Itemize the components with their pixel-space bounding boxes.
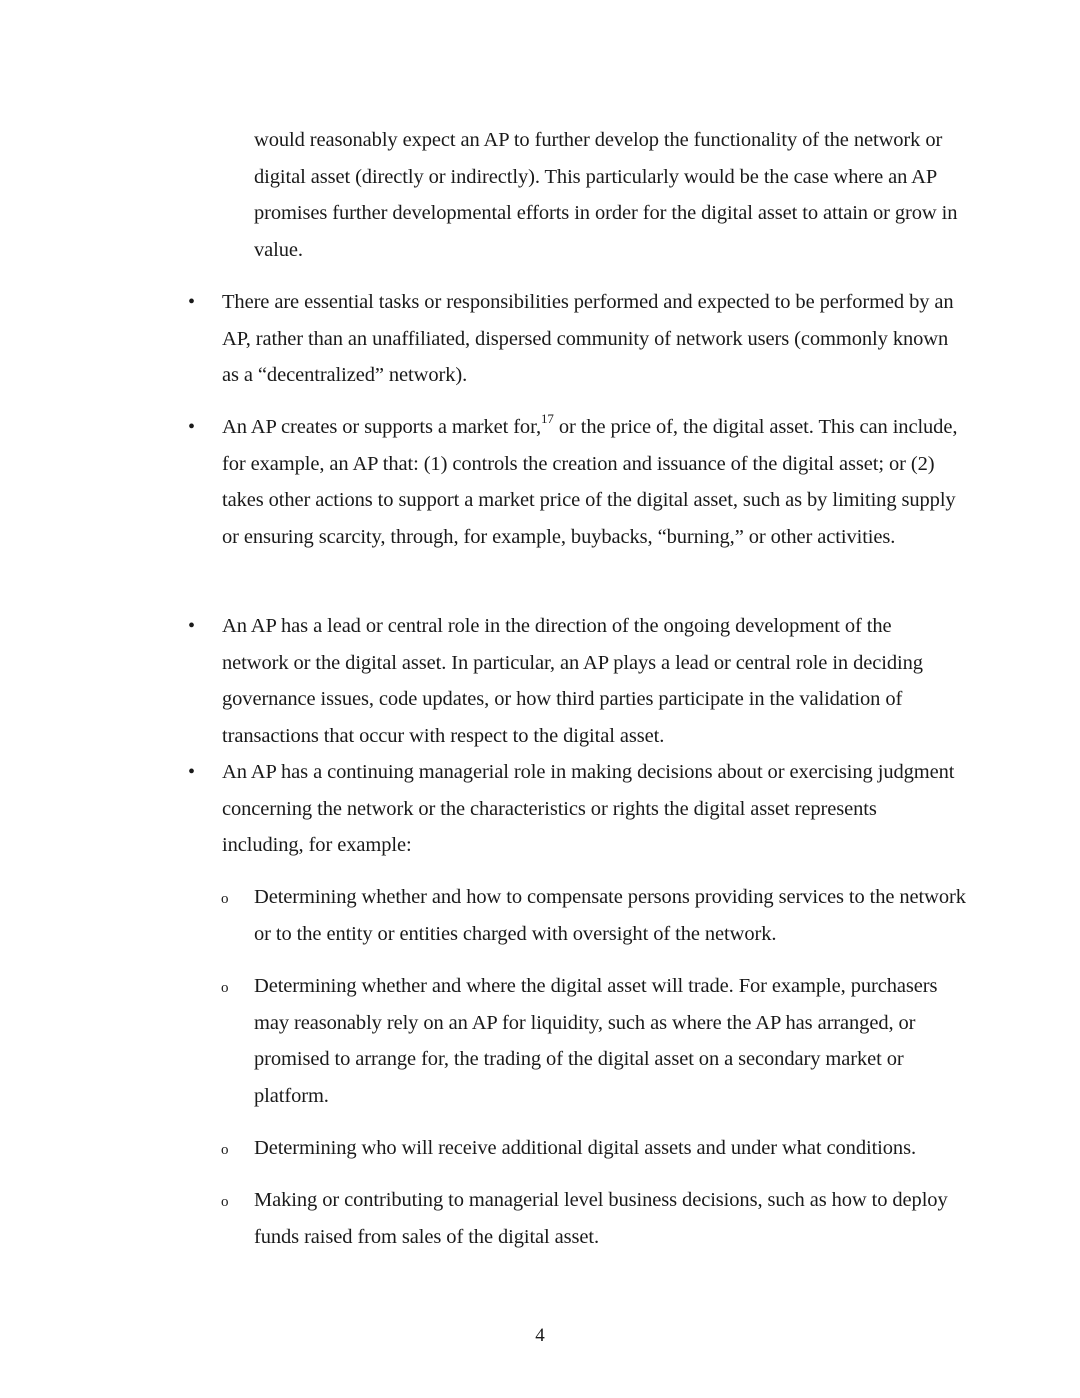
bullet-icon: • bbox=[188, 761, 195, 783]
sub-bullet-text: Determining who will receive additional digital assets and under what conditions. bbox=[254, 1137, 916, 1159]
bullet-text: There are essential tasks or responsibilities performed and expected to be performed by an AP, rather than an unaffiliated, dispersed community of network users (commonly known as a “decentralized” network). bbox=[222, 291, 954, 386]
sub-bullet-text: Determining whether and where the digital asset will trade. For example, purchasers may reasonably rely on an AP for liquidity, such as where the AP has arranged, or promised to arrange for, the trading of the digital asset on a secondary market or platform. bbox=[254, 975, 938, 1107]
bullet-item bbox=[188, 284, 962, 394]
sub-bullet-item bbox=[221, 879, 970, 952]
sub-bullet-text: Determining whether and how to compensate persons providing services to the network or to the entity or entities charged with oversight of the network. bbox=[254, 886, 966, 945]
hollow-bullet-icon: o bbox=[221, 891, 229, 907]
bullet-icon: • bbox=[188, 416, 195, 438]
bullet-icon: • bbox=[188, 291, 195, 313]
bullet-icon: • bbox=[188, 615, 195, 637]
footnote-reference: 17 bbox=[541, 411, 554, 427]
sub-bullet-item bbox=[221, 1182, 970, 1255]
sub-bullet-text: Making or contributing to managerial level business decisions, such as how to deploy funds raised from sales of the digital asset. bbox=[254, 1189, 948, 1248]
sub-bullet-item bbox=[221, 968, 970, 1114]
hollow-bullet-icon: o bbox=[221, 980, 229, 996]
bullet-text: An AP has a continuing managerial role in making decisions about or exercising judgment concerning the network or the characteristics or rights the digital asset represents including, for example: bbox=[222, 761, 955, 856]
bullet-item bbox=[188, 608, 962, 754]
page-number: 4 bbox=[535, 1325, 545, 1346]
bullet-text: An AP creates or supports a market for, bbox=[222, 416, 542, 438]
sub-bullet-item bbox=[221, 1130, 994, 1167]
hollow-bullet-icon: o bbox=[221, 1142, 229, 1158]
bullet-text: or the price of, the digital asset. This can include, for example, an AP that: (1) controls the creation and issuance of the digital asset; or (2) takes other actions to support a market price of the digital asset, such as by limiting supply or ensuring scarcity, through, for example, buybacks, “burning,” or other activities. bbox=[222, 416, 958, 548]
bullet-text: An AP has a lead or central role in the direction of the ongoing development of the network or the digital asset. In particular, an AP plays a lead or central role in deciding governance issues, code updates, or how third parties participate in the validation of transactions that occur with respect to the digital asset. bbox=[222, 615, 923, 747]
hollow-bullet-icon: o bbox=[221, 1194, 229, 1210]
bullet-item bbox=[188, 409, 962, 555]
continuation-paragraph: would reasonably expect an AP to further develop the functionality of the network or digital asset (directly or indirectly). This particularly would be the case where an AP promises further developmental efforts in order for the digital asset to attain or grow in value. bbox=[254, 129, 958, 261]
bullet-item bbox=[188, 754, 962, 864]
